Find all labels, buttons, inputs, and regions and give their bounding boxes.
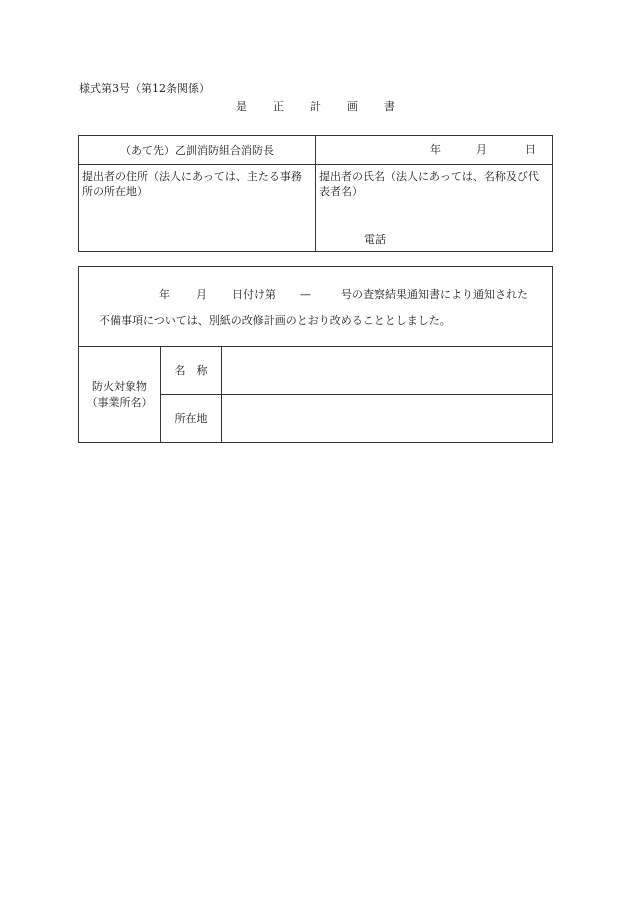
statement-rest: 号の査察結果通知書により通知された — [341, 288, 528, 301]
header-table — [78, 135, 553, 252]
submitter-name-label: 提出者の氏名（法人にあっては、名称及び代表者名） — [319, 170, 539, 198]
submitter-address-label: 提出者の住所（法人にあっては、主たる事務所の所在地） — [82, 170, 302, 198]
submitter-address-cell[interactable] — [79, 165, 316, 252]
title-char: 画 — [347, 100, 358, 113]
title-char: 是 — [236, 100, 247, 113]
date-month-label: 月 — [476, 143, 487, 156]
location-input-cell[interactable] — [222, 395, 553, 443]
statement-dash: — — [300, 288, 311, 301]
name-label-cell: 名 称 — [161, 347, 222, 395]
submitter-name-cell[interactable] — [316, 165, 553, 252]
object-label-line-1: 防火対象物 — [92, 379, 147, 393]
form-number: 様式第3号（第12条関係） — [79, 82, 210, 95]
title-char: 計 — [310, 100, 321, 113]
statement-year: 年 — [159, 288, 170, 301]
title-char: 正 — [273, 100, 284, 113]
statement-month: 月 — [196, 288, 207, 301]
addressee-cell: （あて先）乙訓消防組合消防長 — [79, 136, 316, 165]
title-char: 書 — [384, 100, 395, 113]
statement-dated: 日付け第 — [232, 288, 276, 301]
statement-cell — [79, 267, 553, 347]
telephone-label: 電話 — [364, 233, 386, 246]
date-cell[interactable] — [316, 136, 553, 165]
date-year-label: 年 — [430, 143, 441, 156]
object-table — [78, 266, 553, 443]
document-title — [236, 98, 395, 114]
location-label-cell: 所在地 — [161, 395, 222, 443]
name-input-cell[interactable] — [222, 347, 553, 395]
fire-prevention-object-label — [79, 347, 161, 443]
statement-line-2: 不備事項については、別紙の改修計画のとおり改めることとしました。 — [99, 314, 451, 327]
object-label-line-2: （事業所名） — [86, 395, 153, 409]
date-day-label: 日 — [525, 143, 536, 156]
